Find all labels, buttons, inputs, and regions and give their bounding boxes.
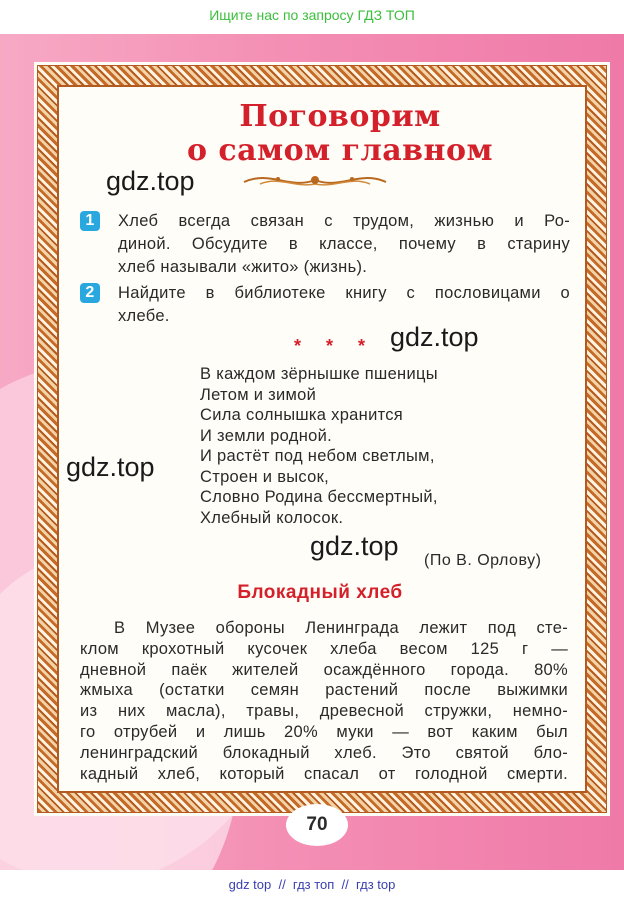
task-text-line: Найдите в библиотеке книгу с пословицами о — [118, 284, 570, 302]
task-number-badge: 2 — [80, 283, 100, 303]
poem-author: (По В. Орлову) — [424, 552, 542, 569]
poem-line: И земли родной. — [200, 426, 332, 445]
page-title-line-1: Поговорим — [239, 99, 441, 134]
task-2 — [80, 282, 570, 328]
task-text-line: диной. Обсудите в классе, почему в старину — [118, 235, 570, 253]
footer-links-text[interactable]: gdz top // гдз топ // гдз top — [228, 877, 396, 892]
poem-stars: * * * — [294, 336, 376, 356]
poem-line: Хлебный колосок. — [200, 508, 344, 527]
task-1 — [80, 210, 570, 279]
story-text — [80, 618, 568, 784]
story-line: жмыха (остатки семян растений после выжимки — [80, 681, 568, 700]
task-number-badge: 1 — [80, 211, 100, 231]
poem-line: Строен и высок, — [200, 467, 330, 486]
watermark: gdz.top — [66, 452, 155, 482]
title-ornament-icon — [240, 168, 390, 192]
task-text-line: хлебе. — [118, 307, 170, 325]
poem-line: И растёт под небом светлым, — [200, 447, 435, 465]
watermark: gdz.top — [390, 322, 479, 352]
story-line: кадный хлеб, который спасал от голодной смерти. — [80, 764, 568, 783]
promo-banner — [0, 0, 624, 34]
story-line: ленинградский блокадный хлеб. Это святой бло- — [80, 743, 568, 762]
poem-line: Словно Родина бессмертный, — [200, 488, 438, 506]
poem-line: Сила солнышка хранится — [200, 406, 404, 424]
story-line: дневной паёк жителей осаждённого города. 80% — [80, 660, 568, 679]
footer-links[interactable] — [0, 872, 624, 902]
story-line: из них масла), травы, древесной стружки, немно- — [80, 702, 568, 721]
story-line: го отрубей и лишь 20% муки — вот каким был — [80, 722, 568, 741]
story-line: клом крохотный кусочек хлеба весом 125 г — — [80, 639, 568, 658]
promo-text: Ищите нас по запросу ГДЗ ТОП — [209, 7, 415, 23]
poem-line: В каждом зёрнышке пшеницы — [200, 365, 438, 383]
task-text-line: Хлеб всегда связан с трудом, жизнью и Ро- — [118, 212, 570, 230]
poem-line: Летом и зимой — [200, 385, 317, 404]
page-title-line-2: о самом главном — [186, 133, 494, 168]
story-line: В Музее обороны Ленинграда лежит под сте- — [114, 619, 568, 637]
task-text-line: хлеб называли «жито» (жизнь). — [118, 258, 368, 276]
watermark: gdz.top — [310, 531, 399, 561]
page-number: 70 — [286, 804, 348, 846]
poem — [200, 364, 438, 528]
story-title: Блокадный хлеб — [237, 582, 403, 603]
watermark: gdz.top — [106, 166, 195, 196]
